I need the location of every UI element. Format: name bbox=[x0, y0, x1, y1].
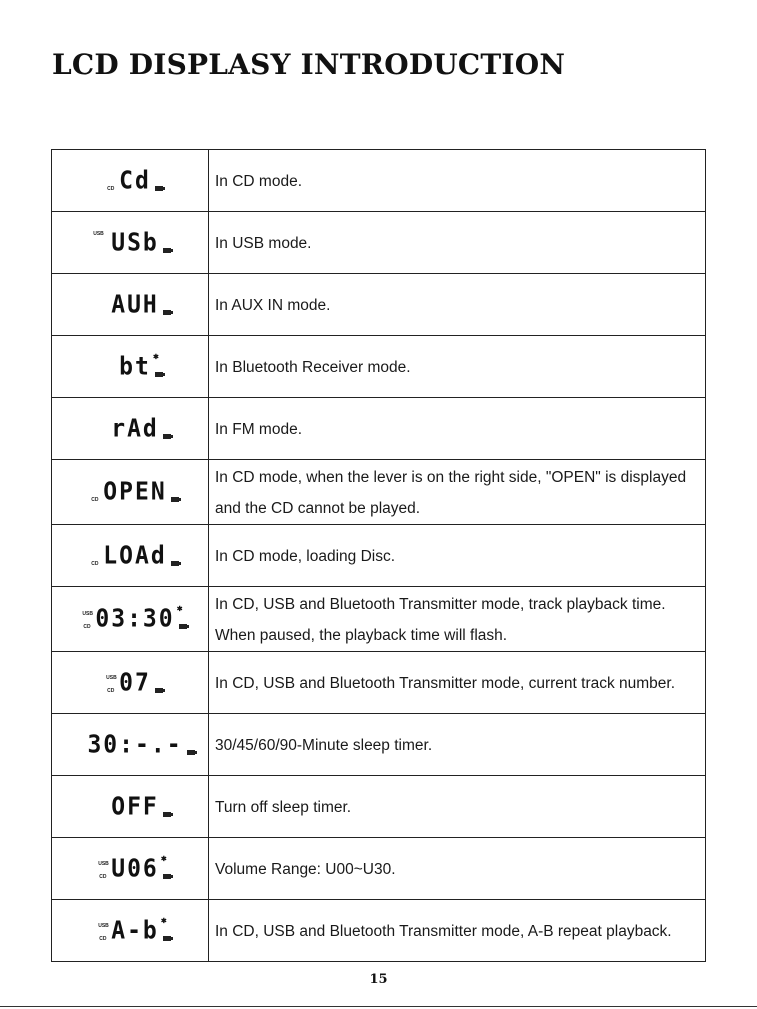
lcd-display-cell bbox=[52, 525, 209, 587]
lcd-readout bbox=[97, 668, 163, 698]
bluetooth-icon: ✱ bbox=[160, 855, 167, 863]
lcd-readout bbox=[89, 290, 171, 320]
description-cell: In CD mode. bbox=[209, 150, 706, 212]
battery-icon bbox=[171, 561, 179, 566]
lcd-display-cell bbox=[52, 587, 209, 652]
lcd-text: USb bbox=[111, 228, 159, 257]
lcd-table-body bbox=[52, 150, 706, 962]
cd-indicator: CD bbox=[91, 497, 99, 503]
lcd-display-cell bbox=[52, 398, 209, 460]
description-cell: In CD, USB and Bluetooth Transmitter mode, current track number. bbox=[209, 652, 706, 714]
usb-indicator: USB bbox=[106, 674, 117, 681]
lcd-text: LOAd bbox=[103, 541, 167, 570]
bottom-divider bbox=[0, 1006, 757, 1007]
battery-icon bbox=[155, 688, 163, 693]
battery-icon bbox=[171, 497, 179, 502]
lcd-readout bbox=[73, 604, 186, 634]
usb-indicator: USB bbox=[98, 922, 109, 929]
description-cell: In USB mode. bbox=[209, 212, 706, 274]
cd-indicator: CD bbox=[99, 935, 107, 942]
battery-icon bbox=[163, 434, 171, 439]
lcd-display-cell bbox=[52, 776, 209, 838]
lcd-readout bbox=[97, 166, 163, 196]
cd-indicator: CD bbox=[107, 185, 115, 192]
bluetooth-icon: ✱ bbox=[176, 606, 183, 613]
table-row bbox=[52, 900, 706, 962]
lcd-display-table bbox=[51, 149, 706, 962]
table-row bbox=[52, 776, 706, 838]
lcd-text: A-b bbox=[111, 916, 159, 945]
lcd-display-cell bbox=[52, 150, 209, 212]
description-cell: In AUX IN mode. bbox=[209, 274, 706, 336]
description-cell: In Bluetooth Receiver mode. bbox=[209, 336, 706, 398]
table-row bbox=[52, 460, 706, 525]
table-row bbox=[52, 150, 706, 212]
description-cell: Volume Range: U00~U30. bbox=[209, 838, 706, 900]
lcd-display-cell bbox=[52, 336, 209, 398]
lcd-text: 30:-.- bbox=[87, 730, 183, 759]
description-cell: In CD mode, loading Disc. bbox=[209, 525, 706, 587]
battery-icon bbox=[155, 186, 163, 191]
description-cell: In FM mode. bbox=[209, 398, 706, 460]
usb-indicator: USB bbox=[82, 611, 93, 617]
lcd-text: bt bbox=[119, 352, 151, 381]
lcd-display-cell bbox=[52, 460, 209, 525]
lcd-text: AUH bbox=[111, 290, 159, 319]
lcd-text: U06 bbox=[111, 854, 159, 883]
lcd-display-cell bbox=[52, 652, 209, 714]
lcd-readout bbox=[89, 792, 171, 822]
lcd-text: OFF bbox=[111, 792, 159, 821]
page-title: LCD DISPLASY INTRODUCTION bbox=[52, 48, 566, 81]
lcd-readout bbox=[97, 352, 163, 382]
description-cell: In CD, USB and Bluetooth Transmitter mode, A-B repeat playback. bbox=[209, 900, 706, 962]
battery-icon bbox=[163, 812, 171, 817]
table-row bbox=[52, 274, 706, 336]
lcd-display-cell bbox=[52, 714, 209, 776]
battery-icon bbox=[187, 750, 195, 755]
usb-indicator: USB bbox=[93, 230, 104, 237]
battery-icon bbox=[155, 372, 163, 377]
table-row bbox=[52, 714, 706, 776]
battery-icon bbox=[163, 248, 171, 253]
lcd-text: OPEN bbox=[103, 477, 167, 507]
lcd-readout bbox=[81, 541, 178, 571]
table-row bbox=[52, 652, 706, 714]
lcd-text: 07 bbox=[119, 668, 151, 697]
table-row bbox=[52, 525, 706, 587]
lcd-display-cell bbox=[52, 212, 209, 274]
table-row bbox=[52, 587, 706, 652]
bluetooth-icon: ✱ bbox=[152, 353, 159, 361]
lcd-display-cell bbox=[52, 838, 209, 900]
cd-indicator: CD bbox=[83, 624, 91, 630]
cd-indicator: CD bbox=[99, 873, 107, 880]
lcd-text: rAd bbox=[111, 414, 159, 443]
lcd-readout bbox=[89, 228, 171, 258]
lcd-display-cell bbox=[52, 274, 209, 336]
lcd-readout bbox=[65, 730, 194, 760]
battery-icon bbox=[163, 310, 171, 315]
table-row bbox=[52, 838, 706, 900]
lcd-readout bbox=[89, 854, 171, 884]
description-cell: Turn off sleep timer. bbox=[209, 776, 706, 838]
description-cell: In CD, USB and Bluetooth Transmitter mode, track playback time. When paused, the playback time will flash. bbox=[209, 587, 706, 652]
battery-icon bbox=[163, 936, 171, 941]
lcd-display-cell bbox=[52, 900, 209, 962]
table-row bbox=[52, 398, 706, 460]
cd-indicator: CD bbox=[107, 687, 115, 694]
lcd-text: Cd bbox=[119, 166, 151, 195]
lcd-readout bbox=[89, 414, 171, 444]
page-number: 15 bbox=[369, 972, 388, 987]
bluetooth-icon: ✱ bbox=[160, 917, 167, 925]
table-row bbox=[52, 212, 706, 274]
lcd-readout bbox=[89, 916, 171, 946]
description-cell: 30/45/60/90-Minute sleep timer. bbox=[209, 714, 706, 776]
table-row bbox=[52, 336, 706, 398]
lcd-text: 03:30 bbox=[95, 604, 175, 634]
cd-indicator: CD bbox=[91, 560, 99, 567]
lcd-readout bbox=[81, 477, 178, 507]
battery-icon bbox=[163, 874, 171, 879]
usb-indicator: USB bbox=[98, 860, 109, 867]
description-cell: In CD mode, when the lever is on the right side, "OPEN" is displayed and the CD cannot be played. bbox=[209, 460, 706, 525]
battery-icon bbox=[179, 624, 187, 629]
